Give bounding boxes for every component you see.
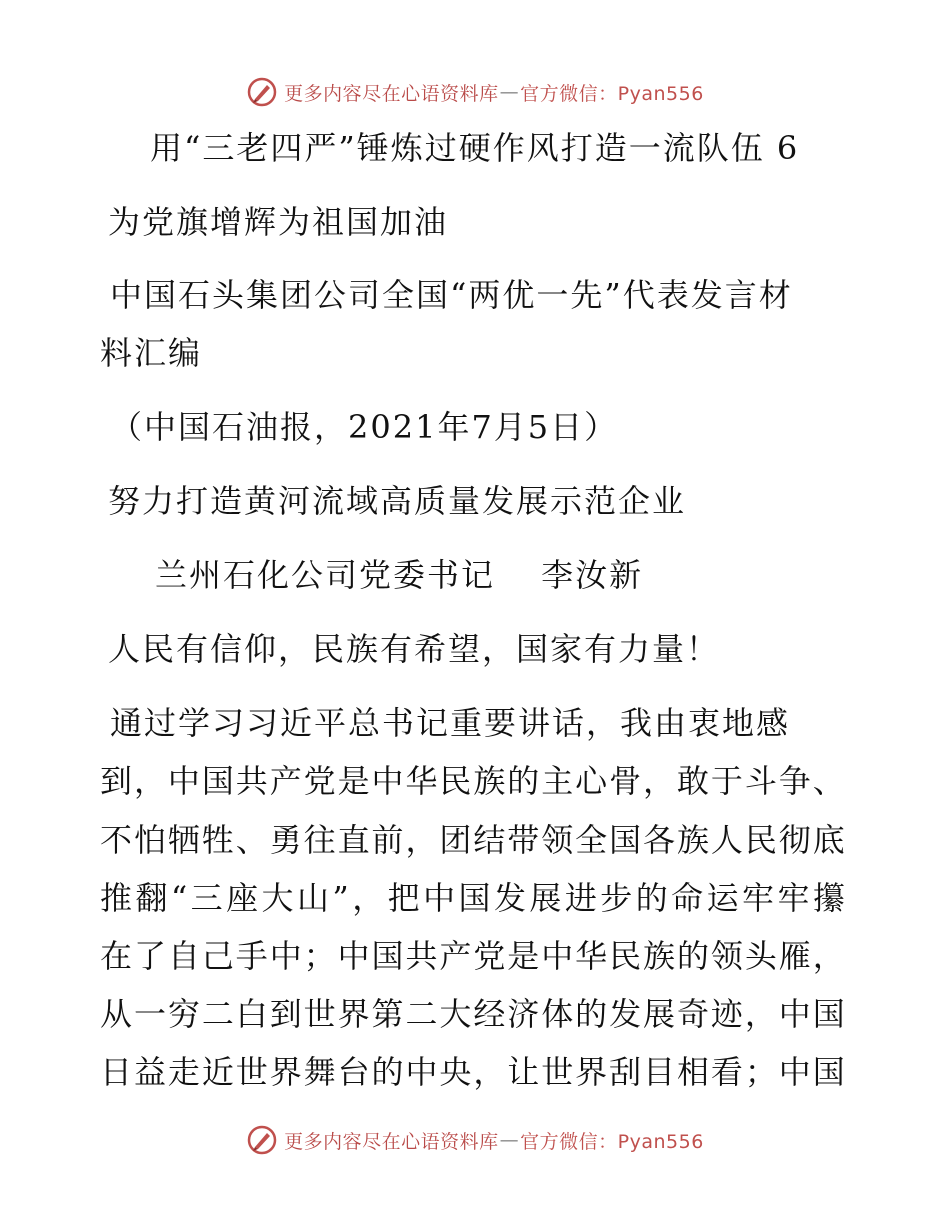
text-char: 的 [507, 762, 540, 800]
text-char: 争 [778, 762, 811, 800]
text-char: 世 [541, 1053, 574, 1091]
text-char: 手 [235, 937, 268, 975]
text-char: 发 [609, 995, 642, 1033]
text-char: 国 [458, 879, 491, 917]
doc-paragraph: 人民有信仰，民族有希望，国家有力量！ [108, 630, 721, 668]
text-char: 走 [167, 1053, 200, 1091]
text-char: 到 [100, 762, 133, 800]
text-char: 第 [371, 995, 404, 1033]
text-char: 的 [371, 1053, 404, 1091]
doc-heading: 中国石头集团公司全国“两优一先”代表发言材 [110, 276, 793, 314]
text-char: 世 [235, 1053, 268, 1091]
text-char: 产 [269, 762, 302, 800]
text-char: 、 [235, 821, 268, 859]
text-char: 怕 [133, 821, 166, 859]
text-char: 国 [812, 1053, 845, 1091]
text-char: 大 [261, 879, 294, 917]
doc-paragraph-line [100, 1052, 845, 1092]
text-char: ； [303, 937, 336, 975]
text-char: 界 [337, 995, 370, 1033]
text-char: 的 [635, 879, 668, 917]
text-char: 前 [371, 821, 404, 859]
text-char: 斗 [744, 762, 777, 800]
text-char: 民 [439, 762, 472, 800]
text-char: 界 [269, 1053, 302, 1091]
text-char: 党 [303, 762, 336, 800]
text-char: 奇 [676, 995, 709, 1033]
text-char: 益 [133, 1053, 166, 1091]
doc-paragraph: 通过学习习近平总书记重要讲话，我由衷地感 [110, 704, 791, 742]
pen-logo-icon [246, 1124, 278, 1156]
text-char: 各 [643, 821, 676, 859]
text-char: 界 [575, 1053, 608, 1091]
text-char: ” [332, 879, 349, 917]
doc-title-line: 用“三老四严”锤炼过硬作风打造一流队伍 6 [150, 129, 800, 167]
text-char: 人 [710, 821, 743, 859]
text-char: 步 [600, 879, 633, 917]
text-char: 领 [710, 937, 743, 975]
doc-heading-cont: 料汇编 [100, 334, 203, 372]
text-char: 从 [100, 995, 133, 1033]
text-char: 中 [778, 1053, 811, 1091]
text-char: 迹 [710, 995, 743, 1033]
doc-author: 兰州石化公司党委书记 李汝新 [155, 556, 644, 594]
text-char: 中 [423, 879, 456, 917]
watermark-dash: — [499, 1129, 520, 1151]
text-char: 近 [201, 1053, 234, 1091]
text-char: 头 [744, 937, 777, 975]
text-char: 牺 [167, 821, 200, 859]
footer-watermark [0, 1120, 950, 1160]
text-char: ， [133, 762, 166, 800]
text-char: 在 [100, 937, 133, 975]
watermark-dash: — [499, 81, 520, 103]
text-char: 华 [405, 762, 438, 800]
text-char: 三 [190, 879, 223, 917]
text-char: 央 [439, 1053, 472, 1091]
watermark-main-text: 更多内容尽在心语资料库 [284, 1130, 499, 1153]
doc-paragraph-line [100, 820, 845, 860]
text-char: 国 [201, 762, 234, 800]
text-char: 体 [541, 995, 574, 1033]
text-char: 到 [269, 995, 302, 1033]
text-char: 直 [337, 821, 370, 859]
text-char: 族 [676, 821, 709, 859]
doc-article-title: 努力打造黄河流域高质量发展示范企业 [108, 482, 687, 520]
text-char: 产 [439, 937, 472, 975]
text-char: 主 [541, 762, 574, 800]
text-char: 国 [371, 937, 404, 975]
text-char: 座 [226, 879, 259, 917]
text-char: 共 [405, 937, 438, 975]
text-char: 民 [609, 937, 642, 975]
watermark-wechat-text: 官方微信：Pyan556 [520, 82, 704, 105]
text-char: 发 [493, 879, 526, 917]
text-char: 中 [371, 762, 404, 800]
text-char: 日 [100, 1053, 133, 1091]
text-char: ， [405, 821, 438, 859]
text-char: 让 [507, 1053, 540, 1091]
text-char: 共 [235, 762, 268, 800]
text-char: 己 [201, 937, 234, 975]
doc-heading: 为党旗增辉为祖国加油 [108, 203, 449, 241]
text-char: ， [812, 937, 845, 975]
text-char: 族 [643, 937, 676, 975]
text-char: ， [643, 762, 676, 800]
text-char: 进 [564, 879, 597, 917]
text-char: 中 [337, 937, 370, 975]
text-char: 中 [167, 762, 200, 800]
text-char: 心 [575, 762, 608, 800]
text-char: 世 [303, 995, 336, 1033]
text-char: 族 [473, 762, 506, 800]
text-char: 华 [575, 937, 608, 975]
text-char: 的 [575, 995, 608, 1033]
text-char: 白 [235, 995, 268, 1033]
doc-source: （中国石油报，2021年7月5日） [110, 408, 619, 446]
text-char: 中 [269, 937, 302, 975]
text-char: 牢 [742, 879, 775, 917]
text-char: 命 [671, 879, 704, 917]
text-char: 攥 [812, 879, 845, 917]
text-char: ， [744, 995, 777, 1033]
text-char: 舞 [303, 1053, 336, 1091]
text-char: 彻 [778, 821, 811, 859]
doc-paragraph-line [100, 994, 845, 1034]
text-char: 的 [676, 937, 709, 975]
text-char: 民 [744, 821, 777, 859]
text-char: 团 [439, 821, 472, 859]
text-char: ； [744, 1053, 777, 1091]
text-char: 运 [706, 879, 739, 917]
text-char: 是 [507, 937, 540, 975]
doc-paragraph-line [100, 936, 845, 976]
text-char: 是 [337, 762, 370, 800]
text-char: 翻 [135, 879, 168, 917]
text-char: 敢 [676, 762, 709, 800]
text-char: 党 [473, 937, 506, 975]
text-char: “ [170, 879, 188, 917]
text-char: 往 [303, 821, 336, 859]
text-char: 牢 [777, 879, 810, 917]
text-char: 国 [609, 821, 642, 859]
text-char: 中 [405, 1053, 438, 1091]
text-char: 骨 [609, 762, 642, 800]
text-char: 、 [812, 762, 845, 800]
watermark-wechat-text: 官方微信：Pyan556 [520, 1130, 704, 1153]
doc-paragraph-line [100, 761, 845, 801]
text-char: 勇 [269, 821, 302, 859]
text-char: 相 [676, 1053, 709, 1091]
text-char: 中 [778, 995, 811, 1033]
text-char: 结 [473, 821, 506, 859]
text-char: 刮 [609, 1053, 642, 1091]
text-char: 不 [100, 821, 133, 859]
text-char: 台 [337, 1053, 370, 1091]
text-char: 穷 [167, 995, 200, 1033]
text-char: 雁 [778, 937, 811, 975]
text-char: 推 [100, 879, 133, 917]
text-char: 展 [529, 879, 562, 917]
text-char: ， [352, 879, 385, 917]
text-char: 全 [575, 821, 608, 859]
text-char: 目 [643, 1053, 676, 1091]
text-char: 济 [507, 995, 540, 1033]
text-char: 底 [812, 821, 845, 859]
doc-paragraph-line [100, 878, 845, 918]
text-char: 二 [201, 995, 234, 1033]
text-char: 把 [387, 879, 420, 917]
text-char: 看 [710, 1053, 743, 1091]
text-char: 牲 [201, 821, 234, 859]
text-char: 自 [167, 937, 200, 975]
text-char: 领 [541, 821, 574, 859]
text-char: 经 [473, 995, 506, 1033]
text-char: 大 [439, 995, 472, 1033]
text-char: 一 [133, 995, 166, 1033]
watermark-main-text: 更多内容尽在心语资料库 [284, 82, 499, 105]
text-char: 国 [812, 995, 845, 1033]
text-char: 中 [541, 937, 574, 975]
text-char: 山 [296, 879, 329, 917]
text-char: 了 [133, 937, 166, 975]
text-char: ， [473, 1053, 506, 1091]
text-char: 二 [405, 995, 438, 1033]
text-char: 于 [710, 762, 743, 800]
text-char: 带 [507, 821, 540, 859]
text-char: 展 [643, 995, 676, 1033]
